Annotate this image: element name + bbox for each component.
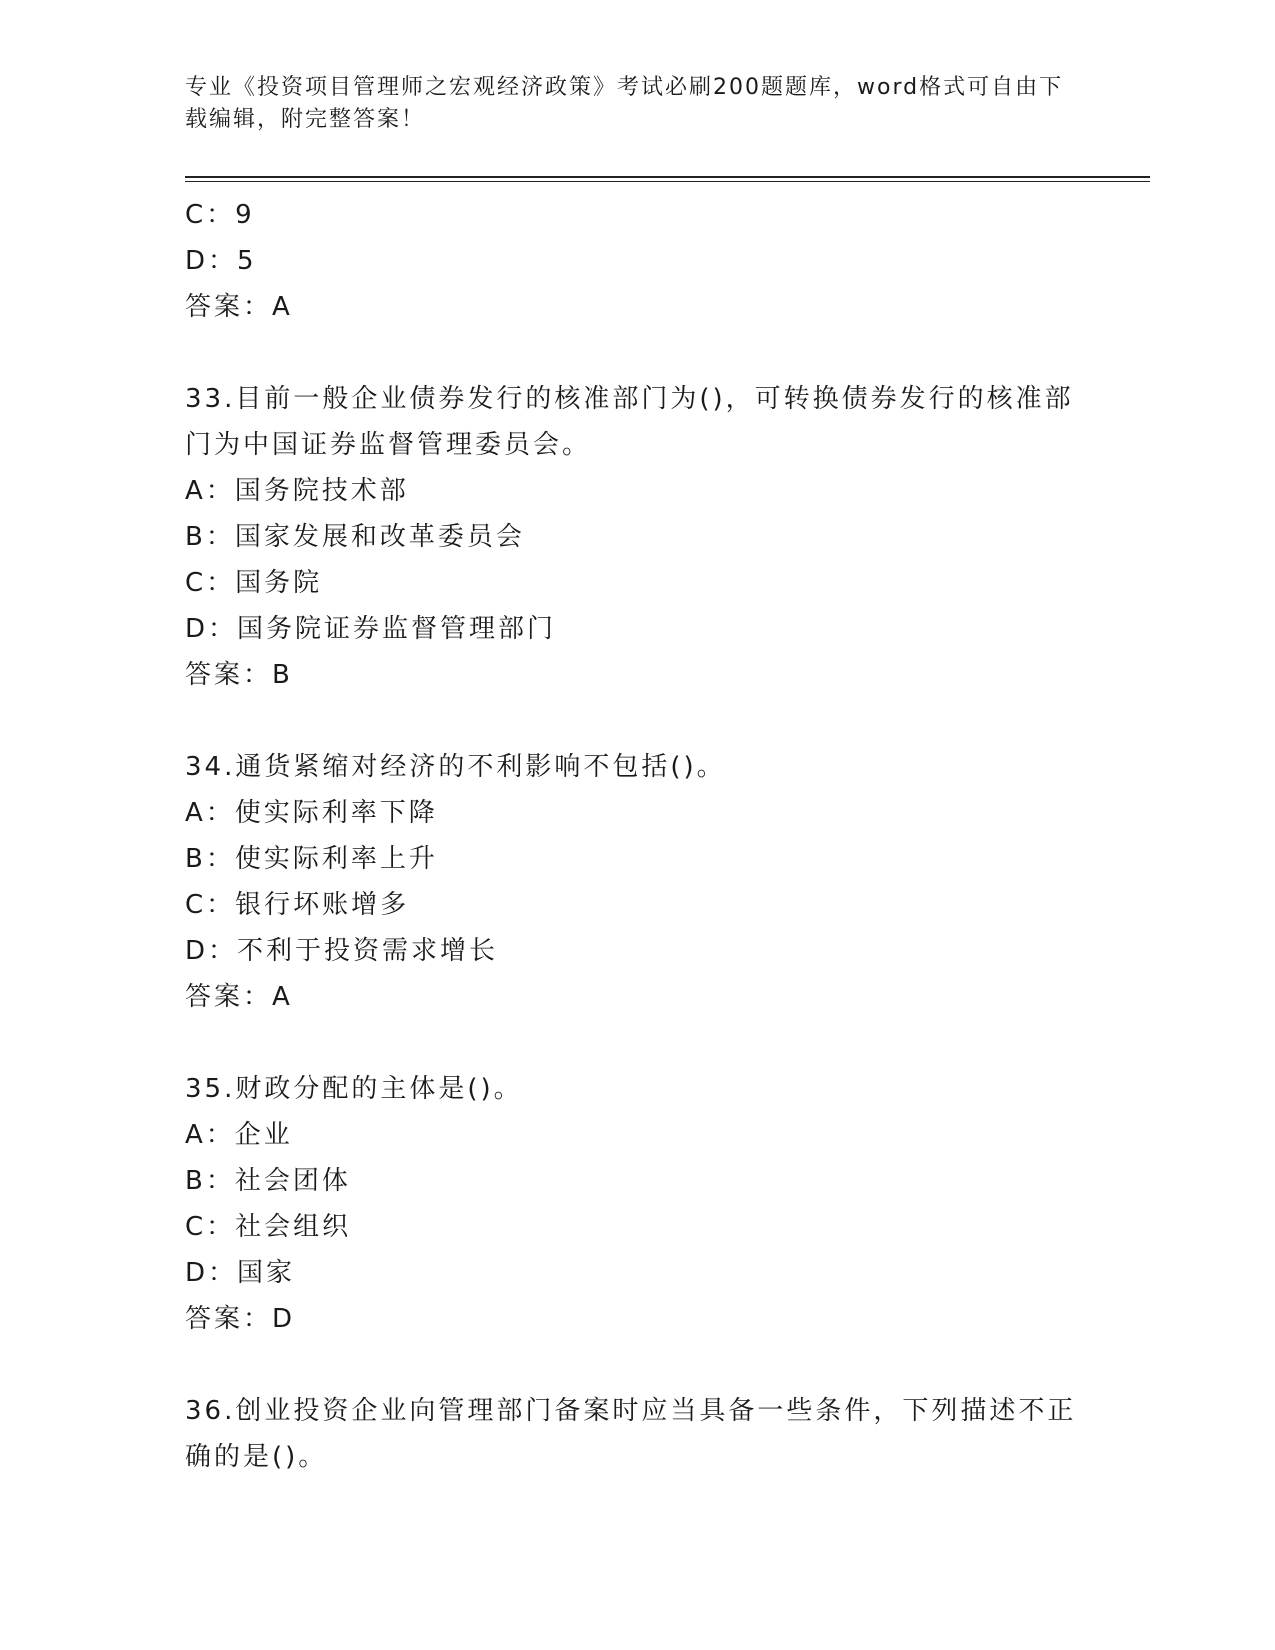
option-b: B：社会团体 — [185, 1166, 351, 1196]
answer-line: 答案：A — [185, 292, 293, 322]
carryover-block — [185, 192, 1085, 330]
option-b: B：国家发展和改革委员会 — [185, 522, 525, 552]
question-stem: 35.财政分配的主体是()。 — [185, 1074, 523, 1104]
question-35 — [185, 1066, 1085, 1342]
question-list — [185, 192, 1085, 1480]
document-header: 专业《投资项目管理师之宏观经济政策》考试必刷200题题库，word格式可自由下载编辑，附完整答案！ — [185, 75, 1064, 132]
option-c: C：社会组织 — [185, 1212, 352, 1242]
question-stem: 36.创业投资企业向管理部门备案时应当具备一些条件，下列描述不正确的是()。 — [185, 1396, 1077, 1472]
answer-line: 答案：A — [185, 982, 293, 1012]
option-a: A：使实际利率下降 — [185, 798, 438, 828]
answer-line: 答案：D — [185, 1304, 296, 1334]
question-34 — [185, 744, 1085, 1020]
spacer — [185, 330, 1085, 376]
question-stem: 34.通货紧缩对经济的不利影响不包括()。 — [185, 752, 726, 782]
option-c: C：银行坏账增多 — [185, 890, 410, 920]
spacer — [185, 1020, 1085, 1066]
option-a: A：企业 — [185, 1120, 293, 1150]
option-d: D：国务院证券监督管理部门 — [185, 614, 557, 644]
option-b: B：使实际利率上升 — [185, 844, 438, 874]
answer-line: 答案：B — [185, 660, 293, 690]
question-36 — [185, 1388, 1085, 1480]
option-d: D：国家 — [185, 1258, 296, 1288]
option-d: D：5 — [185, 246, 257, 276]
option-c: C：国务院 — [185, 568, 323, 598]
question-stem: 33.目前一般企业债券发行的核准部门为()，可转换债券发行的核准部门为中国证券监督管理委员会。 — [185, 384, 1074, 460]
option-c: C：9 — [185, 200, 255, 230]
header-divider-thin — [185, 181, 1150, 182]
question-33 — [185, 376, 1085, 698]
option-d: D：不利于投资需求增长 — [185, 936, 499, 966]
header-divider-thick — [185, 176, 1150, 178]
spacer — [185, 1342, 1085, 1388]
option-a: A：国务院技术部 — [185, 476, 409, 506]
spacer — [185, 698, 1085, 744]
